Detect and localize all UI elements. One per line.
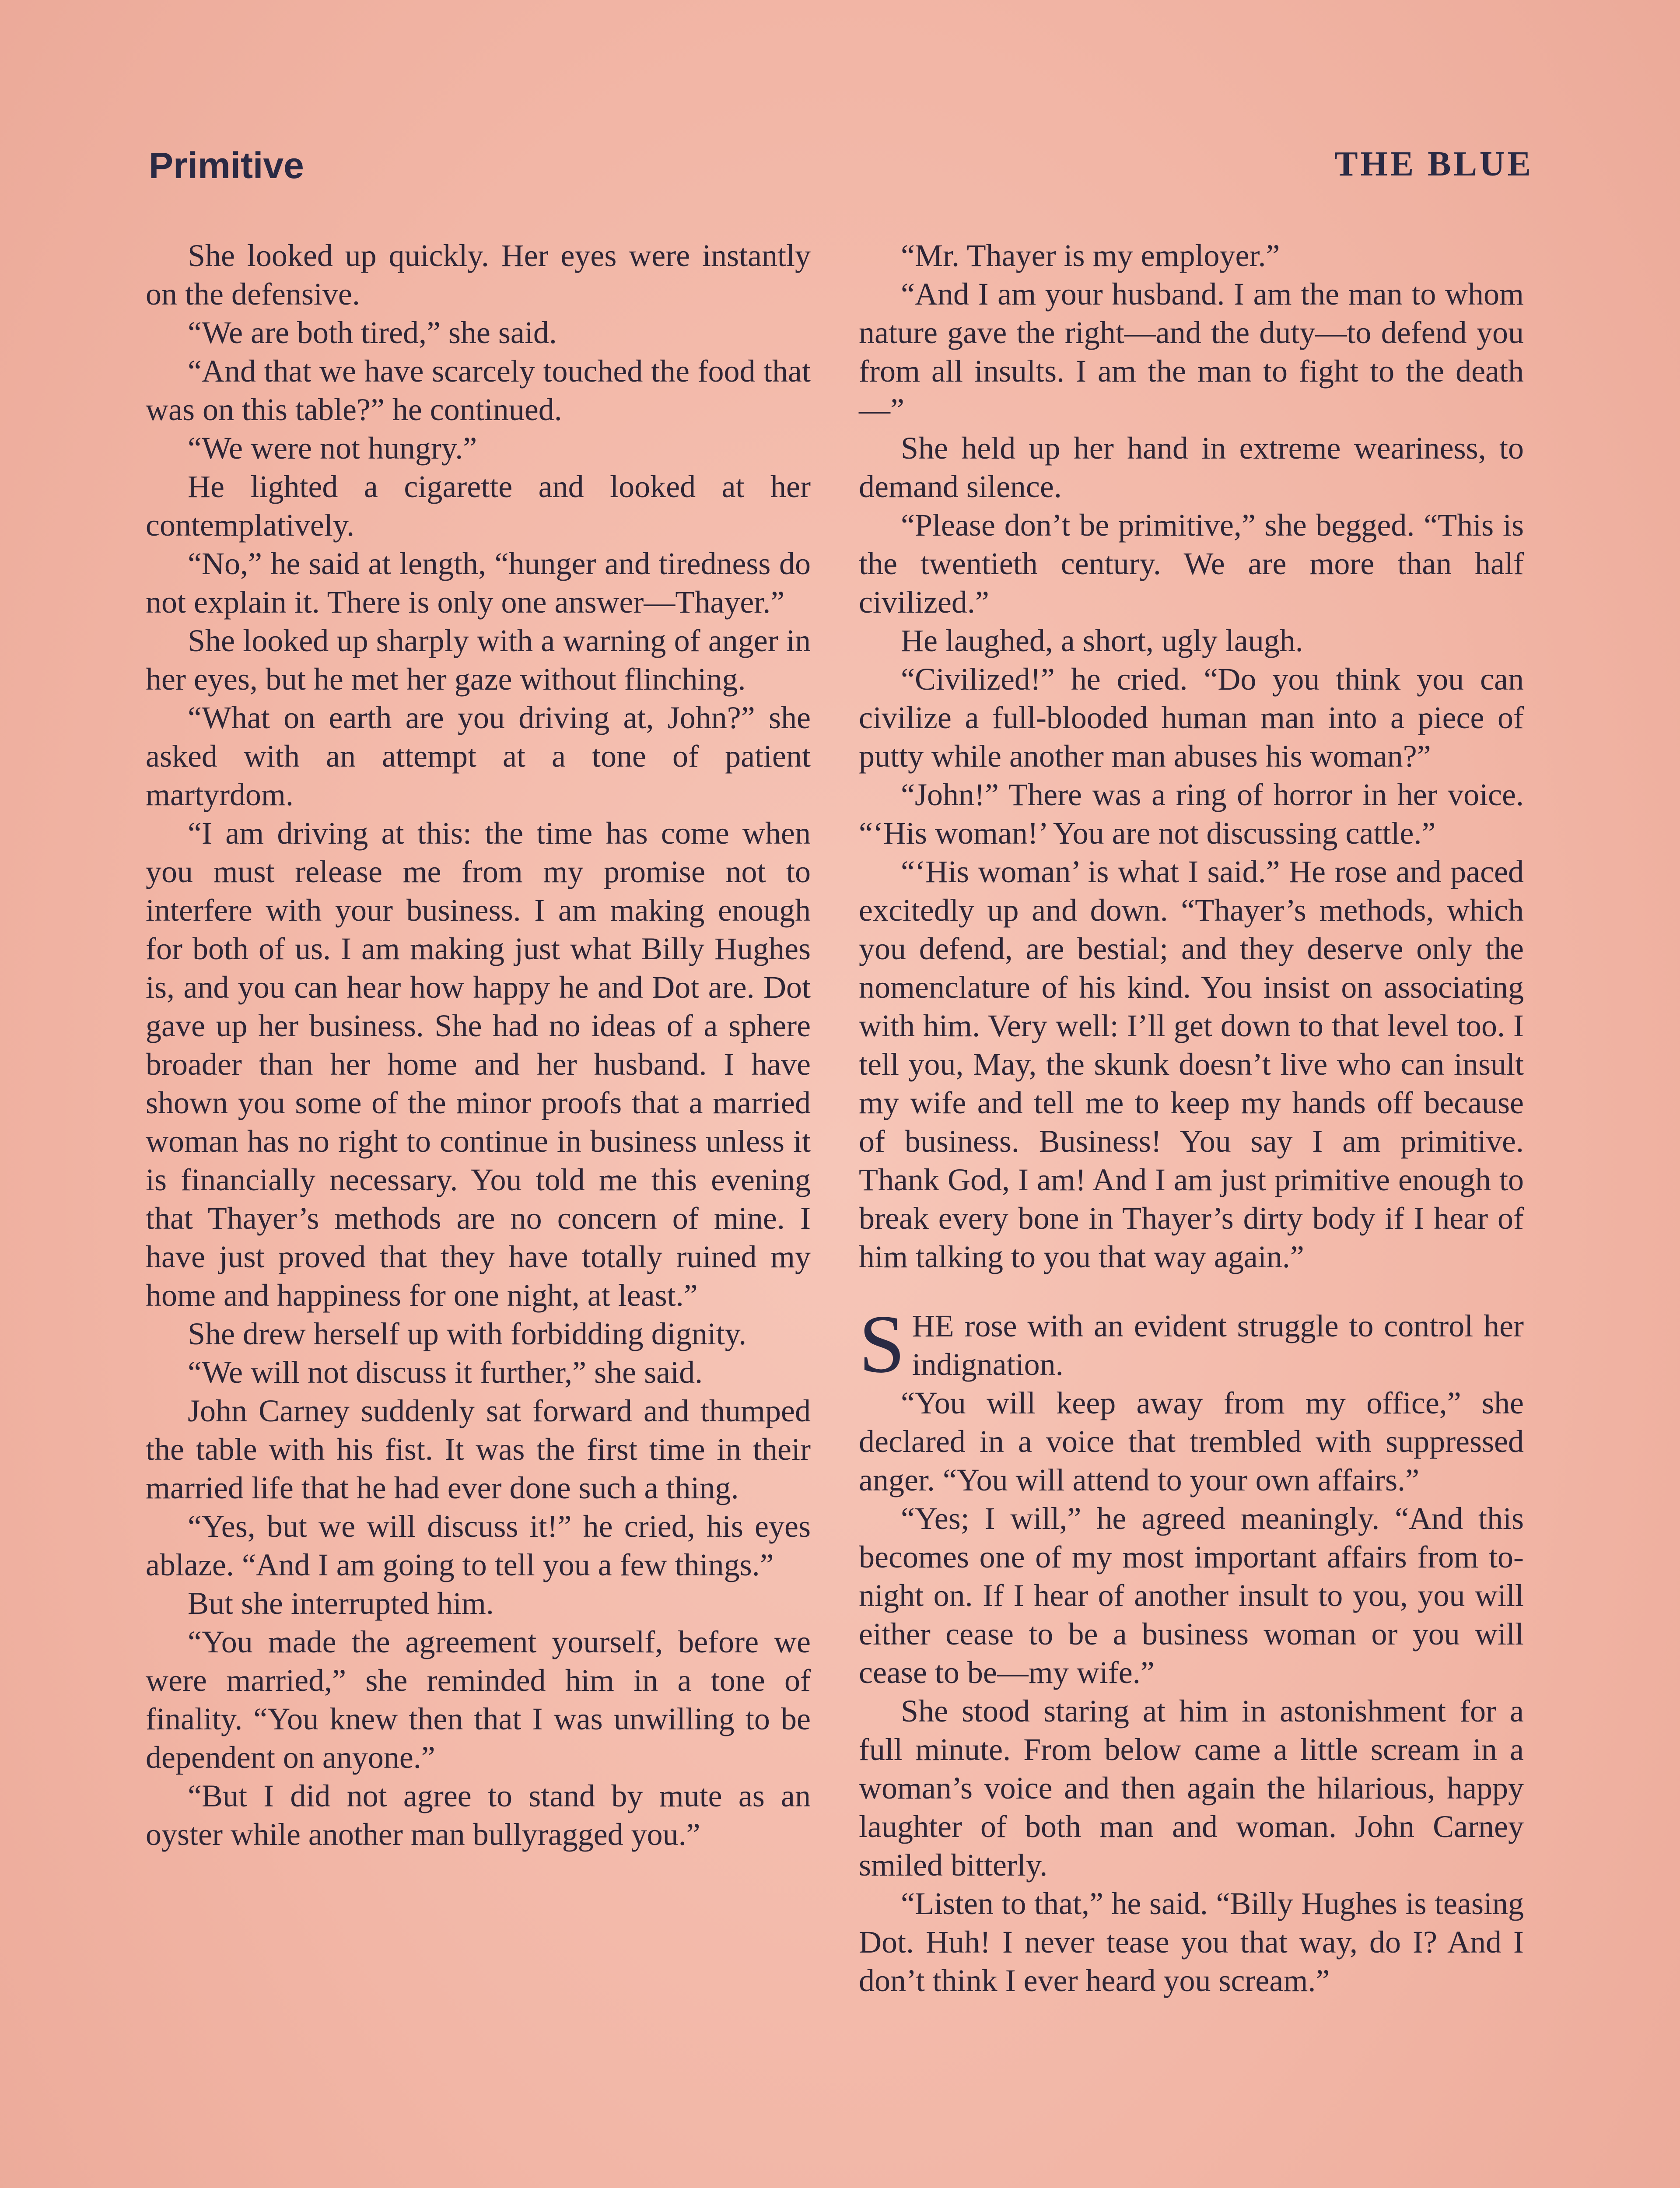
paragraph: “Civilized!” he cried. “Do you think you can civilize a full-blooded human man into a piece of putty while another man abuses his woman?” — [859, 662, 1524, 774]
paragraph: John Carney suddenly sat forward and thumped the table with his fist. It was the first time in their married life that he had ever done such a thing. — [146, 1393, 811, 1505]
paragraph: She looked up sharply with a warning of anger in her eyes, but he met her gaze without flinching. — [146, 623, 811, 697]
paragraph: “Please don’t be primitive,” she begged. “This is the twentieth century. We are more than half civilized.” — [859, 508, 1524, 620]
running-head-magazine: THE BLUE — [1334, 145, 1533, 183]
paragraph: He laughed, a short, ugly laugh. — [901, 623, 1303, 658]
paragraph: “You made the agreement yourself, before we were married,” she reminded him in a tone of finality. “You knew then that I was unwilling to be dependent on anyone.” — [146, 1624, 811, 1775]
paragraph: “Listen to that,” he said. “Billy Hughes is teasing Dot. Huh! I never tease you that way, do I? And I don’t think I ever heard you scream.” — [859, 1886, 1524, 1998]
paragraph: “And I am your husband. I am the man to whom nature gave the right—and the duty—to defend you from all insults. I am the man to fight to the death—” — [859, 277, 1524, 427]
paragraph: “And that we have scarcely touched the food that was on this table?” he continued. — [146, 354, 811, 427]
paragraph: “Yes; I will,” he agreed meaningly. “And this becomes one of my most important affairs from to-night on. If I hear of another insult to you, you will either cease to be a business woman or you will cease to be—my wife.” — [859, 1501, 1524, 1690]
section-opening-text: HE rose with an evident struggle to control her indignation. — [912, 1308, 1524, 1382]
running-head-title: Primitive — [149, 145, 304, 186]
drop-cap: S — [859, 1298, 905, 1390]
paragraph: “We will not discuss it further,” she said. — [188, 1355, 703, 1390]
paragraph: “I am driving at this: the time has come when you must release me from my promise not to interfere with your business. I am making enough for both of us. I am making just what Billy Hughes is, and you can hear how happy he and Dot are. Dot gave up her business. She had no ideas of a sphere broader than her home and her husband. I have shown you some of the minor proofs that a married woman has no right to continue in business unless it is financially necessary. You told me this evening that Thayer’s methods are no concern of mine. I have just proved that they have totally ruined my home and happiness for one night, at least.” — [146, 816, 811, 1313]
paragraph: “Mr. Thayer is my employer.” — [901, 238, 1280, 273]
paragraph: But she interrupted him. — [188, 1586, 494, 1621]
paragraph: She drew herself up with forbidding dignity. — [188, 1316, 747, 1351]
paragraph: She held up her hand in extreme weariness, to demand silence. — [859, 431, 1524, 504]
paragraph: He lighted a cigarette and looked at her contemplatively. — [146, 469, 811, 543]
paragraph: “John!” There was a ring of horror in her voice. “‘His woman!’ You are not discussing cattle.” — [859, 777, 1524, 851]
paragraph: “No,” he said at length, “hunger and tiredness do not explain it. There is only one answer—Thayer.” — [146, 546, 811, 620]
paragraph: She looked up quickly. Her eyes were instantly on the defensive. — [146, 238, 811, 312]
paragraph: “You will keep away from my office,” she declared in a voice that trembled with suppressed anger. “You will attend to your own affairs.” — [859, 1385, 1524, 1497]
paragraph: “We were not hungry.” — [188, 431, 477, 466]
right-text-column — [859, 236, 1524, 2000]
paragraph: “What on earth are you driving at, John?” she asked with an attempt at a tone of patient martyrdom. — [146, 700, 811, 812]
paragraph: “Yes, but we will discuss it!” he cried, his eyes ablaze. “And I am going to tell you a few things.” — [146, 1509, 811, 1582]
paragraph: “But I did not agree to stand by mute as an oyster while another man bullyragged you.” — [146, 1778, 811, 1852]
paragraph: “‘His woman’ is what I said.” He rose and paced excitedly up and down. “Thayer’s methods, which you defend, are bestial; and they deserve only the nomenclature of his kind. You insist on associating with him. Very well: I’ll get down to that level too. I tell you, May, the skunk doesn’t live who can insult my wife and tell me to keep my hands off because of business. Business! You say I am primitive. Thank God, I am! And I am just primitive enough to break every bone in Thayer’s dirty body if I hear of him talking to you that way again.” — [859, 854, 1524, 1274]
section-opening-paragraph — [859, 1298, 1524, 1390]
paragraph: She stood staring at him in astonishment for a full minute. From below came a little scream in a woman’s voice and then again the hilarious, happy laughter of both man and woman. John Carney smiled bitterly. — [859, 1694, 1524, 1883]
left-text-column — [146, 236, 811, 1854]
paragraph: “We are both tired,” she said. — [188, 315, 557, 350]
